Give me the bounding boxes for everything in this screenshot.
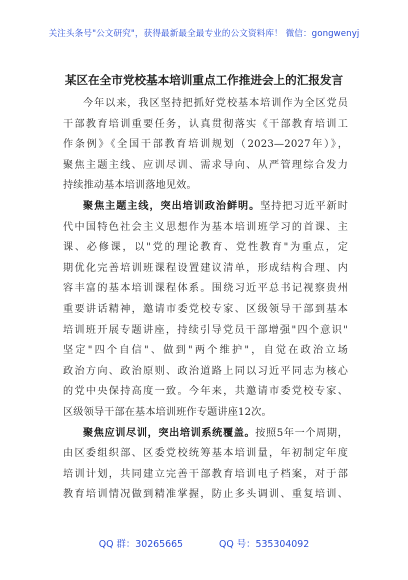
paragraph-3-line: 培训计划，共同建立完善干部教育培训电子档案，对于部 — [63, 468, 348, 480]
paragraph-2-line: 坚定"四个自信"、做到"两个维护"，自觉在政治立场 — [63, 345, 348, 357]
paragraph-3-line: 教育培训情况做到精准掌握，防止多头调训、重复培训、 — [63, 489, 348, 501]
qq-group: QQ 群：30265665 — [98, 539, 184, 550]
paragraph-3-text: 按照5年一个周期， — [255, 427, 348, 439]
document-body — [63, 94, 348, 506]
paragraph-2-line: 期优化完善培训班课程设置建议清单，形成结构合理、内 — [63, 262, 348, 274]
paragraph-2-line: 培训班开展专题讲座，持续引导党员干部增强"四个意识" — [63, 324, 348, 336]
paragraph-1-line: 持续推动基本培训落地见效。 — [63, 180, 197, 192]
paragraph-1-line: 今年以来，我区坚持把抓好党校基本培训作为全区党员 — [83, 98, 348, 109]
paragraph-2-line: 区级领导干部在基本培训班作专题讲座12次。 — [63, 406, 272, 418]
paragraph-2-line: 的党中央保持高度一致。今年来，共邀请市委党校专家、 — [63, 386, 348, 398]
paragraph-2-line: 容丰富的基本培训课程体系。围绕习近平总书记视察贵州 — [63, 283, 348, 295]
paragraph-3-line — [63, 424, 348, 445]
paragraph-2-line: 政治方向、政治原则、政治道路上同以习近平同志为核心 — [63, 365, 348, 377]
paragraph-3-line: 由区委组织部、区委党校统筹基本培训量，年初制定年度 — [63, 448, 348, 460]
paragraph-1-line: 作条例》《全国干部教育培训规划（2023—2027年）》， — [63, 139, 348, 151]
paragraph-2-line: 重要讲话精神，邀请市委党校专家、区级领导干部到基本 — [63, 303, 348, 315]
section-heading: 聚焦应训尽训，突出培训系统覆盖。 — [83, 427, 256, 439]
paragraph-2-line: 代中国特色社会主义思想作为基本培训班学习的首课、主 — [63, 221, 348, 233]
promo-banner: 关注头条号"公文研究"，获得最新最全最专业的公文资料库！ 微信：gongwenyj — [48, 29, 360, 39]
document-title: 某区在全市党校基本培训重点工作推进会上的汇报发言 — [64, 73, 344, 87]
paragraph-1-line: 干部教育培训重要任务，认真贯彻落实《干部教育培训工 — [63, 118, 348, 130]
qq-number: QQ 号：535304092 — [219, 539, 310, 550]
section-heading: 聚焦主题主线，突出培训政治鲜明。 — [83, 200, 261, 212]
paragraph-1-line: 聚焦主题主线、应训尽训、需求导向、从严管理综合发力 — [63, 159, 348, 171]
paragraph-2-line — [63, 197, 348, 218]
contact-footer — [0, 536, 408, 550]
paragraph-2-line: 课、必修课，以"党的理论教育、党性教育"为重点，定 — [63, 242, 348, 254]
paragraph-2-text: 坚持把习近平新时 — [260, 200, 348, 212]
